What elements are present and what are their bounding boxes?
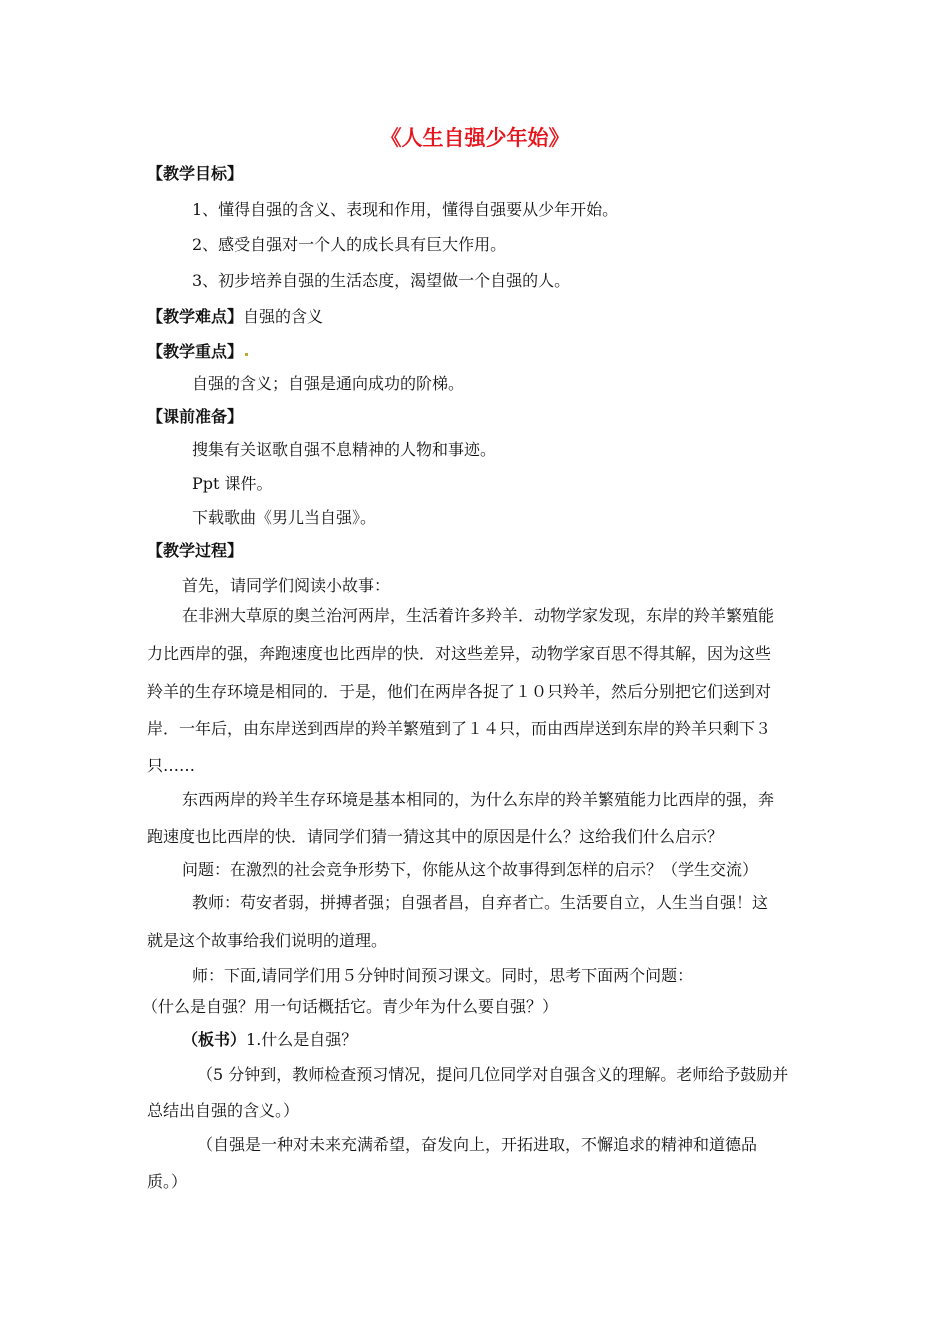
instruction-line: （什么是自强？用一句话概括它。青少年为什么要自强？）: [142, 997, 559, 1016]
process-heading: 【教学过程】: [147, 541, 244, 560]
teacher-line: 教师：苟安者弱，拼搏者强；自强者昌，自弃者亡。生活要自立，人生当自强！这: [192, 893, 769, 912]
board-row: [182, 1030, 357, 1050]
story-line: 在非洲大草原的奥兰治河两岸，生活着许多羚羊．动物学家发现，东岸的羚羊繁殖能: [182, 606, 775, 625]
document-title: 《人生自强少年始》: [380, 126, 570, 150]
keypoint-row: [147, 342, 249, 362]
goal-item: 2、感受自强对一个人的成长具有巨大作用。: [192, 235, 507, 254]
board-label: （板书）: [182, 1030, 247, 1049]
prep-heading: 【课前准备】: [147, 407, 244, 426]
definition-line: （自强是一种对未来充满希望，奋发向上，开拓进取，不懈追求的精神和道德品: [197, 1135, 758, 1154]
difficulty-text: 自强的含义: [243, 307, 324, 326]
question-para-line: 跑速度也比西岸的快．请同学们猜一猜这其中的原因是什么？这给我们什么启示？: [147, 827, 724, 846]
goals-heading: 【教学目标】: [147, 164, 244, 183]
goal-item: 3、初步培养自强的生活态度，渴望做一个自强的人。: [192, 271, 571, 290]
check-line: （5 分钟到，教师检查预习情况，提问几位同学对自强含义的理解。老师给予鼓励并: [197, 1065, 789, 1084]
keypoint-text: 自强的含义；自强是通向成功的阶梯。: [192, 374, 465, 393]
prep-item: 搜集有关讴歌自强不息精神的人物和事迹。: [192, 440, 497, 459]
prep-item: 下载歌曲《男儿当自强》。: [192, 508, 377, 527]
story-line: 只……: [147, 756, 196, 775]
difficulty-heading: 【教学难点】: [147, 307, 244, 326]
process-intro: 首先，请同学们阅读小故事：: [182, 576, 391, 595]
mark-dot: [245, 353, 248, 356]
instruction-line: 师：下面,请同学们用５分钟时间预习课文。同时，思考下面两个问题：: [192, 966, 694, 985]
story-line: 力比西岸的强，奔跑速度也比西岸的快．对这些差异，动物学家百思不得其解，因为这些: [147, 644, 772, 663]
prep-item: Ppt 课件。: [192, 474, 273, 493]
board-text: 1.什么是自强？: [246, 1030, 358, 1049]
story-line: 岸．一年后，由东岸送到西岸的羚羊繁殖到了１４只，而由西岸送到东岸的羚羊只剩下３: [147, 719, 772, 738]
story-line: 羚羊的生存环境是相同的．于是，他们在两岸各捉了１０只羚羊，然后分别把它们送到对: [147, 682, 772, 701]
keypoint-heading: 【教学重点】: [147, 342, 244, 361]
check-line: 总结出自强的含义。）: [147, 1101, 300, 1120]
question-line: 问题：在激烈的社会竞争形势下，你能从这个故事得到怎样的启示？（学生交流）: [182, 860, 759, 879]
question-para-line: 东西两岸的羚羊生存环境是基本相同的，为什么东岸的羚羊繁殖能力比西岸的强，奔: [182, 790, 775, 809]
goal-item: 1、懂得自强的含义、表现和作用，懂得自强要从少年开始。: [192, 200, 619, 219]
teacher-line: 就是这个故事给我们说明的道理。: [147, 931, 388, 950]
difficulty-row: [147, 307, 323, 327]
definition-line: 质。）: [147, 1172, 188, 1191]
